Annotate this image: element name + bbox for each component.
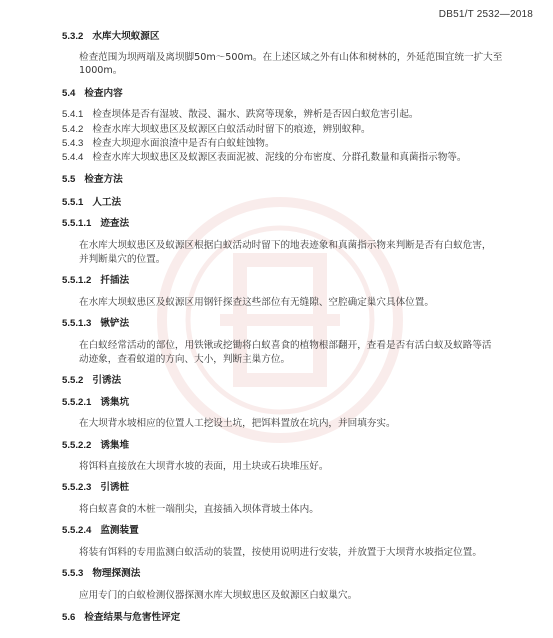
line-text: 动迹象，查看蚁道的方向、大小，判断主巢方位。	[79, 354, 291, 365]
section-heading	[62, 197, 121, 209]
section-number: 5.4.3	[62, 138, 84, 149]
section-heading	[62, 318, 129, 330]
paragraph-line	[79, 547, 482, 559]
heading-text: 引诱桩	[100, 482, 130, 493]
section-number: 5.5.3	[62, 568, 84, 579]
line-text: 应用专门的白蚁检测仪器探测水库大坝蚁患区及蚁源区白蚁巢穴。	[79, 590, 358, 601]
paragraph-line	[79, 590, 357, 602]
heading-text: 迹查法	[100, 218, 130, 229]
heading-text: 人工法	[92, 197, 122, 208]
section-number: 5.4.1	[62, 109, 84, 120]
heading-text: 扦插法	[100, 275, 130, 286]
heading-text: 引诱法	[92, 375, 122, 386]
section-number: 5.5.1.3	[62, 318, 92, 329]
line-text: 在白蚁经常活动的部位，用铁锹或挖锄将白蚁喜食的植物根部翻开，查看是否有活白蚁及蚁路等活	[79, 340, 492, 351]
section-number: 5.5.2.1	[62, 397, 92, 408]
line-text: 在水库大坝蚁患区及蚁源区用钢钎探查这些部位有无缝隙、空腔确定巢穴具体位置。	[79, 297, 434, 308]
paragraph-line	[62, 109, 419, 121]
section-number: 5.5.2.4	[62, 525, 92, 536]
section-number: 5.4.4	[62, 152, 84, 163]
paragraph-line	[79, 461, 328, 473]
line-text: 将白蚁喜食的木桩一端削尖，直接插入坝体背坡土体内。	[79, 504, 319, 515]
paragraph-line	[62, 138, 275, 150]
heading-text: 诱集坑	[100, 397, 130, 408]
paragraph-line	[79, 254, 165, 266]
heading-text: 检查内容	[84, 88, 123, 99]
heading-text: 物理探测法	[92, 568, 141, 579]
heading-text: 水库大坝蚁源区	[92, 31, 160, 42]
line-text: 并判断巢穴的位置。	[79, 254, 166, 265]
line-text: 检查水库大坝蚁患区及蚁源区表面泥被、泥线的分布密度、分群孔数量和真菌指示物等。	[92, 152, 467, 163]
line-text: 检查范围为坝两端及离坝脚50m～500m。在上述区域之外有山体和树林的，外延范围宜统一扩大至	[79, 52, 503, 63]
section-number: 5.6	[62, 612, 76, 623]
line-text: 在水库大坝蚁患区及蚁源区根据白蚁活动时留下的地表迹象和真菌指示物来判断是否有白蚁危害，	[79, 240, 492, 251]
line-text: 1000m。	[79, 65, 123, 76]
section-heading	[62, 397, 129, 409]
line-text: 在大坝背水坡相应的位置人工挖设土坑，把饵料置放在坑内，并回填夯实。	[79, 418, 396, 429]
section-heading	[62, 525, 139, 537]
paragraph-line	[79, 65, 122, 77]
paragraph-line	[62, 152, 467, 164]
heading-text: 锹铲法	[100, 318, 130, 329]
line-text: 检查大坝迎水面浪渣中是否有白蚁蛀蚀物。	[92, 138, 275, 149]
heading-text: 诱集堆	[100, 440, 130, 451]
paragraph-line	[79, 504, 319, 516]
heading-text: 检查结果与危害性评定	[84, 612, 181, 623]
paragraph-line	[79, 297, 434, 309]
paragraph-line	[79, 52, 502, 64]
section-number: 5.5.2	[62, 375, 84, 386]
heading-text: 监测装置	[100, 525, 139, 536]
section-number: 5.5.1	[62, 197, 84, 208]
line-text: 将饵料直接放在大坝背水坡的表面，用土块或石块堆压好。	[79, 461, 329, 472]
section-number: 5.5.1.2	[62, 275, 92, 286]
section-number: 5.4.2	[62, 124, 84, 135]
section-heading	[62, 88, 123, 100]
standard-number: DB51/T 2532—2018	[438, 9, 533, 20]
heading-text: 检查方法	[84, 174, 123, 185]
section-heading	[62, 440, 129, 452]
line-text: 将装有饵料的专用监测白蚁活动的装置，按使用说明进行安装，并放置于大坝背水坡指定位置。	[79, 547, 482, 558]
section-number: 5.5	[62, 174, 76, 185]
section-number: 5.5.2.2	[62, 440, 92, 451]
paragraph-line	[79, 340, 492, 352]
section-heading	[62, 31, 160, 43]
section-number: 5.5.1.1	[62, 218, 92, 229]
paragraph-line	[79, 240, 492, 252]
section-heading	[62, 218, 129, 230]
section-number: 5.4	[62, 88, 76, 99]
paragraph-line	[79, 354, 290, 366]
section-heading	[62, 482, 129, 494]
line-text: 检查坝体是否有湿坡、散浸、漏水、跌窝等现象，辨析是否因白蚁危害引起。	[92, 109, 419, 120]
section-heading	[62, 612, 180, 624]
section-heading	[62, 174, 123, 186]
section-heading	[62, 375, 121, 387]
section-number: 5.3.2	[62, 31, 84, 42]
section-number: 5.5.2.3	[62, 482, 92, 493]
paragraph-line	[79, 418, 396, 430]
paragraph-line	[62, 124, 371, 136]
section-heading	[62, 275, 129, 287]
section-heading	[62, 568, 140, 580]
line-text: 检查水库大坝蚁患区及蚁源区白蚁活动时留下的痕迹，辨别蚁种。	[92, 124, 371, 135]
